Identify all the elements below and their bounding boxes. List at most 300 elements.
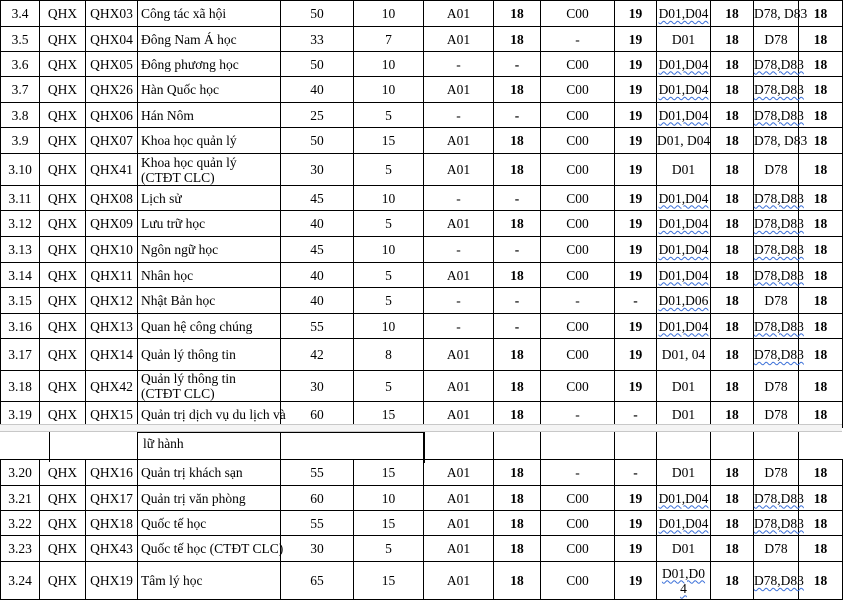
cell-score-1 (494, 211, 541, 237)
cell-code-text: QHX18 (90, 515, 133, 531)
cell-combo-1-text: - (456, 190, 461, 206)
cell-code-text: QHX11 (90, 267, 133, 283)
cell-quota (281, 371, 354, 402)
cell-quota (281, 52, 354, 77)
cell-code-text: QHX43 (90, 541, 133, 556)
cell-combo-2-text: C00 (566, 573, 589, 588)
cell-score-3-text: 18 (725, 490, 739, 506)
major-line: Quản trị khách sạn (141, 465, 243, 480)
page-break (0, 424, 842, 462)
cell-score-3 (711, 314, 754, 339)
cell-quota-2 (354, 103, 424, 128)
cell-score-2 (615, 486, 657, 511)
cell-school-text: QHX (47, 6, 78, 21)
cell-school (40, 1, 86, 27)
cell-score-2-text: 19 (628, 107, 643, 123)
cell-score-3 (711, 263, 754, 288)
cell-quota (281, 154, 354, 186)
table-row (1, 486, 843, 511)
cell-code (86, 486, 138, 511)
cell-score-2 (615, 371, 657, 402)
cell-combo-1-text: - (456, 293, 461, 308)
cell-stt-text: 3.10 (8, 162, 32, 177)
cell-major (138, 27, 281, 52)
cell-quota-2 (354, 511, 424, 536)
admission-table-page-2 (0, 459, 843, 600)
column-rule (798, 432, 799, 462)
cell-stt (1, 511, 40, 536)
cell-score-2-text: 19 (628, 82, 643, 97)
table-row (1, 371, 843, 402)
cell-combo-3-text: D01 (671, 407, 696, 422)
column-rule (280, 432, 281, 462)
cell-score-3-text: 18 (725, 465, 739, 480)
cell-quota-text: 30 (310, 378, 324, 394)
cell-quota-2 (354, 460, 424, 486)
cell-combo-3 (657, 211, 711, 237)
table-row (1, 1, 843, 27)
cell-stt (1, 52, 40, 77)
cell-quota (281, 339, 354, 371)
cell-stt (1, 371, 40, 402)
table-row (1, 154, 843, 186)
cell-quota-2-text: 5 (385, 293, 392, 308)
cell-combo-1-text: - (456, 242, 461, 257)
cell-combo-4 (754, 237, 804, 263)
cell-score-2-text: 19 (628, 190, 643, 206)
cell-quota-text: 40 (310, 267, 324, 283)
cell-school-text: QHX (47, 318, 78, 334)
cell-combo-2 (541, 77, 615, 103)
cell-major (138, 314, 281, 339)
cell-combo-2-text: C00 (566, 6, 589, 21)
cell-code (86, 1, 138, 27)
cell-score-2-text: 19 (628, 6, 643, 21)
major-line: Hàn Quốc học (141, 82, 219, 97)
cell-combo-3-text: D01 (671, 31, 696, 47)
cell-stt (1, 103, 40, 128)
cell-combo-4-text: D78, D83 (754, 6, 808, 21)
cell-school-text: QHX (47, 293, 78, 308)
cell-quota-2 (354, 52, 424, 77)
cell-school (40, 77, 86, 103)
cell-score-4-text: 18 (813, 293, 828, 308)
cell-combo-2 (541, 339, 615, 371)
cell-quota-text: 40 (310, 82, 324, 97)
cell-combo-1-text: - (456, 107, 461, 123)
cell-score-3-text: 18 (725, 293, 739, 308)
cell-combo-1-text: A01 (446, 541, 471, 556)
cell-stt-text: 3.23 (8, 541, 32, 556)
cell-score-2 (615, 154, 657, 186)
cell-combo-2-text: C00 (566, 490, 589, 506)
cell-quota-2-text: 10 (381, 82, 396, 97)
cell-combo-3 (657, 27, 711, 52)
cell-score-4-text: 18 (813, 133, 828, 148)
cell-quota-2 (354, 486, 424, 511)
cell-score-4 (799, 511, 843, 536)
cell-school (40, 288, 86, 314)
cell-score-2 (615, 1, 657, 27)
cell-score-3-text: 18 (725, 82, 739, 97)
cell-score-2-text: 19 (628, 573, 643, 588)
cell-score-2 (615, 52, 657, 77)
cell-code (86, 186, 138, 211)
cell-combo-4 (754, 288, 799, 314)
cell-stt (1, 27, 40, 52)
cell-score-1-text: 18 (510, 541, 524, 556)
cell-stt-text: 3.5 (11, 31, 29, 47)
cell-combo-3 (657, 52, 711, 77)
cell-combo-2 (541, 211, 615, 237)
cell-quota-2 (354, 154, 424, 186)
cell-score-4-text: 18 (813, 378, 828, 394)
cell-combo-3 (657, 288, 711, 314)
cell-quota-2-text: 15 (381, 465, 396, 480)
cell-combo-3-text: D01 (671, 378, 696, 394)
cell-combo-3-text: D01,D04 (658, 6, 709, 21)
cell-stt-text: 3.17 (8, 347, 32, 362)
cell-combo-4-text: D78 (764, 465, 788, 480)
cell-quota-2 (354, 371, 424, 402)
cell-quota-2 (354, 1, 424, 27)
major-line: Quốc tế học (CTĐT CLC) (141, 541, 284, 556)
cell-combo-3 (657, 1, 711, 27)
cell-combo-1 (424, 288, 494, 314)
cell-combo-2-text: - (575, 31, 580, 47)
cell-combo-1 (424, 103, 494, 128)
cell-score-1-text: 18 (510, 31, 524, 47)
cell-major (138, 562, 281, 600)
cell-combo-3-text: D01,D04 (658, 82, 709, 97)
major-line: Lịch sử (141, 190, 182, 206)
cell-score-4-text: 18 (813, 465, 828, 480)
cell-quota-2 (354, 562, 424, 600)
cell-major (138, 486, 281, 511)
cell-score-3 (711, 511, 754, 536)
cell-combo-2-text: - (575, 293, 580, 308)
cell-score-4 (799, 211, 843, 237)
cell-combo-2-text: - (575, 465, 580, 480)
cell-combo-3 (657, 154, 711, 186)
cell-combo-4-text: D78 (764, 378, 788, 394)
cell-score-3 (711, 77, 754, 103)
cell-combo-4-text: D78,D83 (754, 82, 804, 97)
cell-combo-3-text: D01,D04 (658, 190, 709, 206)
cell-combo-1-text: A01 (446, 465, 471, 480)
cell-score-3-text: 18 (725, 6, 739, 21)
cell-quota-text: 42 (310, 347, 324, 362)
cell-major (138, 536, 284, 562)
cell-stt (1, 128, 40, 154)
cell-school-text: QHX (47, 216, 78, 231)
cell-quota-2 (354, 128, 424, 154)
cell-combo-4-text: D78,D83 (754, 515, 804, 531)
cell-school (40, 186, 86, 211)
cell-school-text: QHX (47, 242, 78, 257)
cell-school (40, 27, 86, 52)
cell-score-4-text: 18 (813, 56, 828, 72)
cell-combo-3-text: D01,D04 (658, 515, 709, 531)
cell-score-1-text: 18 (510, 378, 524, 394)
cell-quota (281, 486, 354, 511)
cell-score-2-text: 19 (628, 347, 643, 362)
cell-combo-1 (424, 1, 494, 27)
cell-score-1 (494, 486, 541, 511)
cell-score-2 (615, 536, 657, 562)
cell-combo-4-text: D78,D83 (754, 318, 804, 334)
cell-combo-3-text: D01 (671, 162, 696, 177)
cell-combo-3 (657, 562, 711, 600)
cell-score-1-text: 18 (510, 573, 524, 588)
cell-score-4 (799, 154, 843, 186)
cell-combo-2 (541, 154, 615, 186)
cell-score-1-text: 18 (510, 465, 524, 480)
cell-score-4-text: 18 (813, 162, 828, 177)
cell-quota-text: 50 (310, 56, 324, 72)
cell-combo-2 (541, 562, 615, 600)
column-rule (753, 432, 754, 462)
cell-combo-2 (541, 27, 615, 52)
cell-score-3 (711, 103, 754, 128)
cell-score-4-text: 18 (813, 347, 828, 362)
cell-quota-2 (354, 211, 424, 237)
cell-score-2-text: 19 (628, 242, 643, 257)
cell-score-2-text: 19 (628, 515, 643, 531)
table-row (1, 511, 843, 536)
cell-quota-2-text: 8 (385, 347, 392, 362)
cell-combo-2 (541, 128, 615, 154)
cell-score-3-text: 18 (725, 347, 739, 362)
cell-combo-2-text: C00 (566, 541, 589, 556)
cell-score-3-text: 18 (725, 407, 739, 422)
cell-combo-3 (657, 128, 711, 154)
cell-major (138, 103, 281, 128)
cell-score-1-text: 18 (510, 267, 524, 283)
cell-school-text: QHX (47, 56, 78, 72)
cell-combo-4-text: D78,D83 (754, 242, 804, 257)
cell-school (40, 371, 86, 402)
cell-score-2 (615, 77, 657, 103)
cell-score-3-text: 18 (725, 133, 739, 148)
cell-quota-text: 25 (310, 107, 324, 123)
column-rule (656, 432, 657, 462)
cell-quota-2-text: 5 (385, 541, 392, 556)
cell-score-3-text: 18 (725, 190, 739, 206)
cell-quota (281, 460, 354, 486)
cell-combo-3-text: D01,D0 4 (661, 565, 706, 596)
cell-score-1 (494, 77, 541, 103)
cell-combo-1 (424, 339, 494, 371)
cell-score-2-text: 19 (628, 216, 643, 231)
cell-combo-4 (754, 314, 804, 339)
cell-score-2 (615, 511, 657, 536)
cell-score-1 (494, 288, 541, 314)
cell-score-4-text: 18 (813, 267, 828, 283)
major-line: Khoa học quản lý (141, 154, 237, 170)
cell-combo-1 (424, 77, 494, 103)
column-rule (710, 432, 711, 462)
column-rule (540, 432, 541, 462)
cell-score-1 (494, 511, 541, 536)
cell-code (86, 339, 138, 371)
cell-quota-text: 50 (310, 6, 324, 21)
cell-quota-2-text: 5 (385, 378, 392, 394)
cell-combo-1 (424, 460, 494, 486)
cell-score-1-text: - (514, 293, 520, 308)
cell-combo-2 (541, 288, 615, 314)
cell-quota-text: 50 (310, 133, 324, 148)
cell-major (138, 186, 281, 211)
cell-stt (1, 536, 40, 562)
table-row (1, 562, 843, 600)
cell-code (86, 128, 138, 154)
cell-stt-text: 3.16 (8, 318, 32, 334)
cell-score-4 (799, 314, 843, 339)
cell-code (86, 52, 138, 77)
major-line: Đông phương học (141, 56, 239, 72)
cell-school (40, 339, 86, 371)
cell-combo-3 (657, 460, 711, 486)
cell-code (86, 460, 138, 486)
cell-code-text: QHX15 (90, 407, 133, 422)
cell-quota (281, 1, 354, 27)
cell-score-1 (494, 371, 541, 402)
cell-quota-2 (354, 27, 424, 52)
cell-school-text: QHX (47, 515, 78, 531)
cell-combo-1-text: A01 (446, 82, 471, 97)
cell-combo-1-text: A01 (446, 378, 471, 394)
cell-score-3 (711, 486, 754, 511)
cell-combo-2-text: C00 (566, 216, 589, 231)
cell-score-3-text: 18 (725, 267, 739, 283)
cell-major (138, 339, 281, 371)
cell-school (40, 154, 86, 186)
cell-score-3 (711, 27, 754, 52)
cell-score-4 (799, 486, 843, 511)
cell-quota (281, 186, 354, 211)
cell-combo-1-text: A01 (446, 6, 471, 21)
cell-stt-text: 3.19 (8, 407, 32, 422)
cell-combo-3 (657, 237, 711, 263)
cell-combo-2-text: C00 (566, 267, 589, 283)
cell-score-4-text: 18 (813, 490, 828, 506)
cell-score-4-text: 18 (813, 318, 828, 334)
cell-score-4-text: 18 (813, 515, 828, 531)
cell-score-1 (494, 339, 541, 371)
cell-quota-text: 55 (310, 318, 324, 334)
cell-combo-3 (657, 511, 711, 536)
cell-combo-2 (541, 237, 615, 263)
cell-combo-1 (424, 536, 494, 562)
cell-stt-text: 3.6 (11, 56, 29, 72)
major-line: Ngôn ngữ học (141, 242, 219, 257)
cell-score-2-text: - (633, 407, 638, 422)
table-row (1, 263, 843, 288)
cell-combo-3 (657, 486, 711, 511)
cell-score-2-text: 19 (628, 162, 643, 177)
cell-school (40, 128, 86, 154)
cell-quota-2-text: 7 (385, 31, 392, 47)
cell-combo-2-text: C00 (566, 318, 589, 334)
cell-quota-2-text: 10 (381, 318, 396, 334)
cell-school-text: QHX (47, 378, 78, 394)
cell-stt (1, 562, 40, 600)
cell-score-1 (494, 460, 541, 486)
cell-school-text: QHX (47, 107, 78, 123)
cell-code (86, 77, 138, 103)
cell-combo-4 (754, 562, 804, 600)
cell-code (86, 27, 138, 52)
cell-combo-3-text: D01,D04 (658, 242, 709, 257)
cell-quota-text: 33 (310, 31, 324, 47)
cell-combo-4-text: D78,D83 (754, 56, 804, 72)
cell-stt-text: 3.14 (8, 267, 32, 283)
cell-school-text: QHX (47, 573, 78, 588)
cell-school (40, 263, 86, 288)
cell-combo-2 (541, 314, 615, 339)
cell-major (138, 288, 281, 314)
cell-quota-2-text: 5 (385, 107, 392, 123)
cell-stt (1, 1, 40, 27)
cell-combo-3 (657, 536, 711, 562)
cell-score-4-text: 18 (813, 82, 828, 97)
cell-stt (1, 77, 40, 103)
cell-score-2-text: 19 (628, 318, 643, 334)
cell-combo-1 (424, 314, 494, 339)
cell-score-1 (494, 263, 541, 288)
cell-score-1-text: - (514, 56, 520, 72)
cell-score-4 (799, 52, 843, 77)
cell-stt (1, 314, 40, 339)
cell-combo-4-text: D78 (764, 31, 788, 47)
major-line: Nhật Bản học (141, 293, 216, 308)
cell-major (138, 128, 281, 154)
cell-score-1 (494, 536, 541, 562)
cell-quota-2-text: 5 (385, 216, 392, 231)
cell-combo-1 (424, 211, 494, 237)
cell-major (138, 237, 281, 263)
table-row (1, 186, 843, 211)
cell-school (40, 511, 86, 536)
cell-quota (281, 237, 354, 263)
cell-combo-4-text: D78 (764, 541, 788, 556)
cell-score-3 (711, 128, 754, 154)
continuation-row (0, 432, 842, 462)
cell-stt-text: 3.9 (11, 133, 29, 148)
cell-school-text: QHX (47, 541, 78, 556)
cell-combo-3-text: D01 (671, 465, 696, 480)
cell-combo-4 (754, 27, 799, 52)
cell-quota-2-text: 5 (385, 162, 392, 177)
cell-score-3-text: 18 (725, 31, 739, 47)
cell-score-1-text: 18 (510, 407, 524, 422)
cell-score-3 (711, 1, 754, 27)
cell-combo-3 (657, 314, 711, 339)
cell-quota-2-text: 10 (381, 190, 396, 206)
cell-combo-1-text: - (456, 56, 461, 72)
cell-school (40, 536, 86, 562)
cell-combo-4 (754, 486, 804, 511)
cell-code-text: QHX13 (90, 318, 133, 334)
cell-score-3 (711, 339, 754, 371)
cell-stt-text: 3.22 (8, 515, 32, 531)
cell-school-text: QHX (47, 347, 78, 362)
cell-quota-2 (354, 339, 424, 371)
cell-score-4-text: 18 (813, 242, 828, 257)
cell-score-3 (711, 186, 754, 211)
cell-score-4-text: 18 (813, 541, 828, 556)
